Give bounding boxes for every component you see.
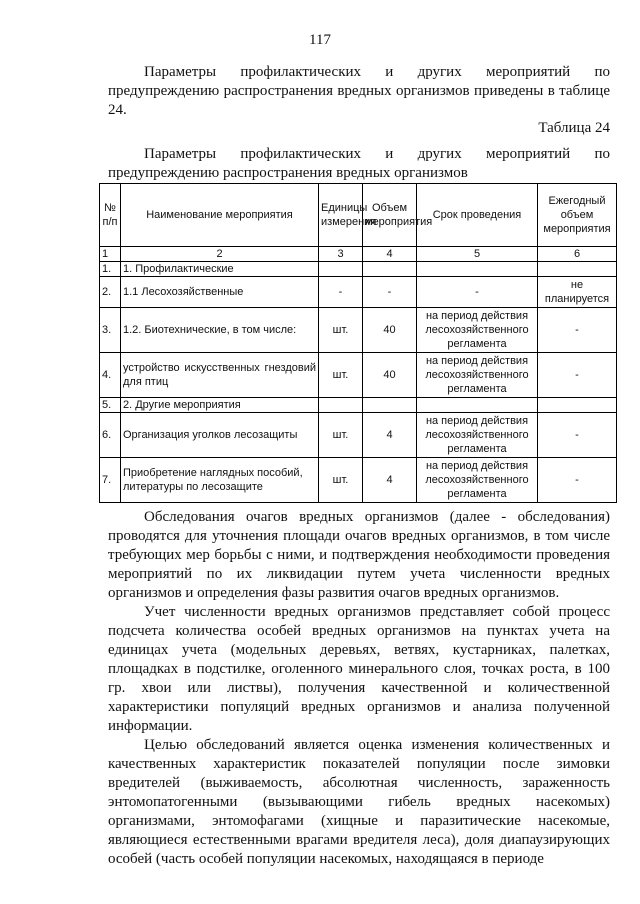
table-row xyxy=(100,413,617,458)
row-term xyxy=(417,262,538,277)
row-name: 2. Другие мероприятия xyxy=(121,398,319,413)
table-row xyxy=(100,277,617,308)
header-annual: Ежегодный объем мероприятия xyxy=(538,184,617,247)
row-num: 7. xyxy=(100,458,121,503)
row-volume: 4 xyxy=(363,458,417,503)
row-num: 1. xyxy=(100,262,121,277)
row-annual: - xyxy=(538,413,617,458)
row-num: 5. xyxy=(100,398,121,413)
row-volume: 4 xyxy=(363,413,417,458)
row-annual xyxy=(538,262,617,277)
row-name: 1. Профилактические xyxy=(121,262,319,277)
row-unit xyxy=(319,262,363,277)
intro-paragraph: Параметры профилактических и других мероприятий по предупреждению распространения вредных организмов приведены в таблице 24. xyxy=(108,64,610,118)
row-name: Организация уголков лесозащиты xyxy=(121,413,319,458)
column-number: 4 xyxy=(363,247,417,262)
row-unit: - xyxy=(319,277,363,308)
row-annual: - xyxy=(538,353,617,398)
row-annual: не планируется xyxy=(538,277,617,308)
row-annual xyxy=(538,398,617,413)
row-volume xyxy=(363,262,417,277)
page-number: 117 xyxy=(309,32,331,48)
header-num: № п/п xyxy=(100,184,121,247)
table-row xyxy=(100,262,617,277)
header-unit: Единицы измерения xyxy=(319,184,363,247)
measures-table xyxy=(99,183,617,503)
table-header-row xyxy=(100,184,617,247)
row-annual: - xyxy=(538,458,617,503)
column-number: 2 xyxy=(121,247,319,262)
column-numbers-row xyxy=(100,247,617,262)
row-volume: - xyxy=(363,277,417,308)
row-name: 1.1 Лесохозяйственные xyxy=(121,277,319,308)
table-row xyxy=(100,398,617,413)
row-num: 2. xyxy=(100,277,121,308)
header-term: Срок проведения xyxy=(417,184,538,247)
table-row xyxy=(100,308,617,353)
row-term: на период действия лесохозяйственного регламента xyxy=(417,458,538,503)
column-number: 3 xyxy=(319,247,363,262)
row-volume: 40 xyxy=(363,308,417,353)
header-name: Наименование мероприятия xyxy=(121,184,319,247)
row-name: устройство искусственных гнездовий для птиц xyxy=(121,353,319,398)
column-number: 6 xyxy=(538,247,617,262)
body-text xyxy=(108,508,610,869)
row-term: на период действия лесохозяйственного регламента xyxy=(417,353,538,398)
table-label: Таблица 24 xyxy=(538,120,610,136)
row-num: 3. xyxy=(100,308,121,353)
body-paragraph: Обследования очагов вредных организмов (далее - обследования) проводятся для уточнения площади очагов вредных организмов, в том числе требующих мер борьбы с ними, и подтверждения необходимости проведения мероприятий по их ликвидации путем учета численности вредных организмов и определения фазы развития очагов вредных организмов. xyxy=(108,509,610,601)
row-term: на период действия лесохозяйственного регламента xyxy=(417,308,538,353)
intro-text xyxy=(108,63,610,120)
row-annual: - xyxy=(538,308,617,353)
row-term: - xyxy=(417,277,538,308)
row-name: Приобретение наглядных пособий, литературы по лесозащите xyxy=(121,458,319,503)
row-num: 6. xyxy=(100,413,121,458)
body-paragraph: Целью обследований является оценка изменения количественных и качественных характеристик показателей популяции после зимовки вредителей (выживаемость, абсолютная численность, зараженность энтомопатогенными (вызывающими гибель вредных насекомых) организмами, энтомофагами (хищные и паразитические насекомые, являющиеся естественными врагами вредителя леса), доля диапаузирующих особей (часть особей популяции насекомых, находящаяся в периоде xyxy=(108,737,610,867)
row-term xyxy=(417,398,538,413)
table-row xyxy=(100,458,617,503)
row-unit xyxy=(319,398,363,413)
table-title-text: Параметры профилактических и других мероприятий по предупреждению распространения вредных организмов xyxy=(108,146,610,181)
row-unit: шт. xyxy=(319,413,363,458)
body-paragraph: Учет численности вредных организмов представляет собой процесс подсчета количества особей вредных организмов на пунктах учета на единицах учета (модельных деревьях, ветвях, кустарниках, палетках, площадках в подстилке, оголенного минерального слоя, точках роста, в 100 гр. хвои или листвы), получения качественной и количественной характеристики популяций вредных организмов и анализа полученной информации. xyxy=(108,604,610,734)
column-number: 5 xyxy=(417,247,538,262)
row-term: на период действия лесохозяйственного регламента xyxy=(417,413,538,458)
header-volume: Объем мероприятия xyxy=(363,184,417,247)
row-unit: шт. xyxy=(319,308,363,353)
row-name: 1.2. Биотехнические, в том числе: xyxy=(121,308,319,353)
row-unit: шт. xyxy=(319,458,363,503)
row-unit: шт. xyxy=(319,353,363,398)
row-num: 4. xyxy=(100,353,121,398)
table-title xyxy=(108,145,610,183)
table-row xyxy=(100,353,617,398)
row-volume xyxy=(363,398,417,413)
column-number: 1 xyxy=(100,247,121,262)
row-volume: 40 xyxy=(363,353,417,398)
